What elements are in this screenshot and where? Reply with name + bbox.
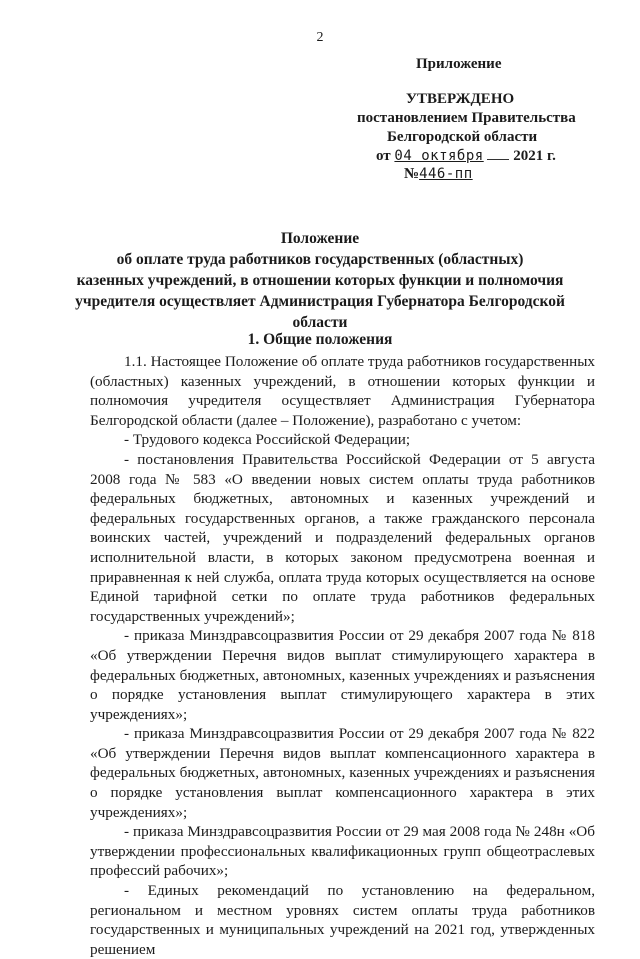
- section-heading: 1. Общие положения: [247, 331, 393, 348]
- title-line-2: об оплате труда работников государственных (областных): [116, 251, 524, 268]
- decree-label: постановлением Правительства: [357, 110, 576, 126]
- document-title: [60, 228, 580, 333]
- paragraph: 1.1. Настоящее Положение об оплате труда работников государственных (областных) казенных учреждений, в отношении которых функции и полномочия учредителя осуществляет Администрация Губернатора Белгородской области (далее – Положение), разработано с учетом:: [90, 353, 595, 429]
- paragraph: - Трудового кодекса Российской Федерации;: [124, 431, 411, 449]
- paragraph: - постановления Правительства Российской Федерации от 5 августа 2008 года № 583 «О введении новых систем оплаты труда работников федеральных бюджетных, автономных и казенных учреждений и федеральных государственных органов, а также гражданского персонала воинских частей, учреждений и подразделений федеральных органов исполнительной власти, в которых законом предусмотрена военная и приравненная к ней служба, оплата труда которых осуществляется на основе Единой тарифной сетки по оплате труда работников федеральных государственных учреждений»;: [90, 450, 595, 625]
- paragraph: - приказа Минздравсоцразвития России от 29 декабря 2007 года № 822 «Об утверждении Перечня видов выплат компенсационного характера в федеральных бюджетных, автономных, казенных учреждениях и разъяснения о порядке установления выплат компенсационного характера в этих учреждениях»;: [90, 725, 595, 821]
- title-line-3: казенных учреждений, в отношении которых функции и полномочия: [76, 272, 564, 289]
- body-text: [90, 352, 595, 959]
- paragraph: - приказа Минздравсоцразвития России от 29 декабря 2007 года № 818 «Об утверждении Перечня видов выплат стимулирующего характера в федеральных бюджетных, автономных, казенных учреждениях и разъяснения о порядке установления выплат стимулирующего характера в этих учреждениях»;: [90, 627, 595, 723]
- number-handwritten: 446-пп: [419, 166, 473, 182]
- page-number: 2: [316, 30, 324, 45]
- date-prefix: от: [376, 148, 391, 164]
- decree-date: [376, 148, 556, 165]
- title-line-1: Положение: [280, 230, 360, 247]
- appendix-label: Приложение: [416, 56, 502, 72]
- date-year: 2021 г.: [513, 148, 556, 164]
- region-label: Белгородской области: [387, 129, 538, 145]
- paragraph: - Единых рекомендаций по установлению на федеральном, региональном и местном уровнях систем оплаты труда работников государственных и муниципальных учреждений на 2021 год, утвержденных решением: [90, 882, 595, 958]
- paragraph: - приказа Минздравсоцразвития России от 29 мая 2008 года № 248н «Об утверждении профессиональных квалификационных групп общеотраслевых профессий рабочих»;: [90, 823, 595, 880]
- title-line-4: учредителя осуществляет Администрация Губернатора Белгородской: [75, 293, 565, 310]
- title-line-5: области: [292, 314, 348, 331]
- decree-number: [404, 166, 473, 183]
- number-sign: №: [404, 166, 420, 182]
- date-handwritten: 04 октября: [394, 148, 484, 164]
- approved-label: УТВЕРЖДЕНО: [406, 91, 515, 107]
- date-underline: [487, 159, 509, 160]
